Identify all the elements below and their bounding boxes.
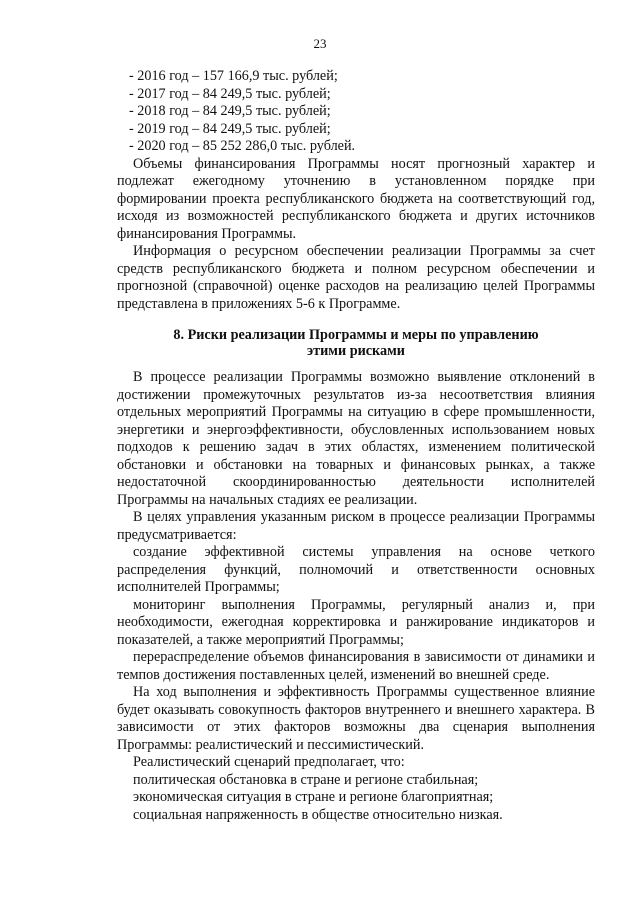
section-heading-line-1: 8. Риски реализации Программы и меры по управлению [173,327,539,343]
page-body [117,68,595,824]
funding-volume-paragraph: Объемы финансирования Программы носят прогнозный характер и подлежат ежегодному уточнению в установленном порядке при формировании проекта республиканского бюджета на соответствующий год, исходя из возможностей республиканского бюджета и других источников финансирования Программы. [117,155,595,242]
realistic-scenario-intro: Реалистический сценарий предполагает, что: [133,754,405,770]
scenario-item-economic: экономическая ситуация в стране и регионе благоприятная; [133,789,494,805]
funding-year-2017: - 2017 год – 84 249,5 тыс. рублей; [129,85,331,102]
funding-year-2019: - 2019 год – 84 249,5 тыс. рублей; [129,120,331,137]
funding-year-2016: - 2016 год – 157 166,9 тыс. рублей; [129,68,338,84]
page-number: 23 [313,36,327,51]
funding-year-2020: - 2020 год – 85 252 286,0 тыс. рублей. [129,138,356,154]
measure-reallocation: перераспределение объемов финансирования в зависимости от динамики и темпов достижения поставленных целей, изменений во внешней среде. [117,649,595,683]
risk-management-paragraph: В целях управления указанным риском в процессе реализации Программы предусматривается: [117,509,595,543]
funding-year-2018: - 2018 год – 84 249,5 тыс. рублей; [129,103,331,119]
factors-paragraph: На ход выполнения и эффективность Программы существенное влияние будет оказывать совокупность факторов внутреннего и внешнего характера. В зависимости от этих факторов возможны два сценария выполнения Программы: реалистический и пессимистический. [117,684,595,753]
section-heading-line-2: этими рисками [307,343,405,359]
resource-info-paragraph: Информация о ресурсном обеспечении реализации Программы за счет средств республиканского бюджета и полном ресурсном обеспечении и прогнозной (справочной) оценке расходов на реализацию целей Программы представлена в приложениях 5-6 к Программе. [117,243,595,312]
section-heading [117,327,595,359]
scenario-item-social: социальная напряженность в обществе относительно низкая. [133,806,503,823]
measure-monitoring: мониторинг выполнения Программы, регулярный анализ и, при необходимости, ежегодная корректировка и ранжирование индикаторов и показателей, а также мероприятий Программы; [117,596,595,648]
measure-management-system: создание эффективной системы управления на основе четкого распределения функций, полномочий и ответственности основных исполнителей Программы; [117,544,595,595]
scenario-item-political: политическая обстановка в стране и регионе стабильная; [133,771,479,788]
risk-paragraph: В процессе реализации Программы возможно выявление отклонений в достижении промежуточных результатов из-за несоответствия влияния отдельных мероприятий Программы на ситуацию в сфере промышленности, энергетики и энергоэффективности, обусловленных использованием новых подходов к решению задач в этих областях, изменением политической обстановки и обстановки на товарных и финансовых рынках, а также недостаточной скоординированностью деятельности исполнителей Программы на начальных стадиях ее реализации. [117,369,595,508]
